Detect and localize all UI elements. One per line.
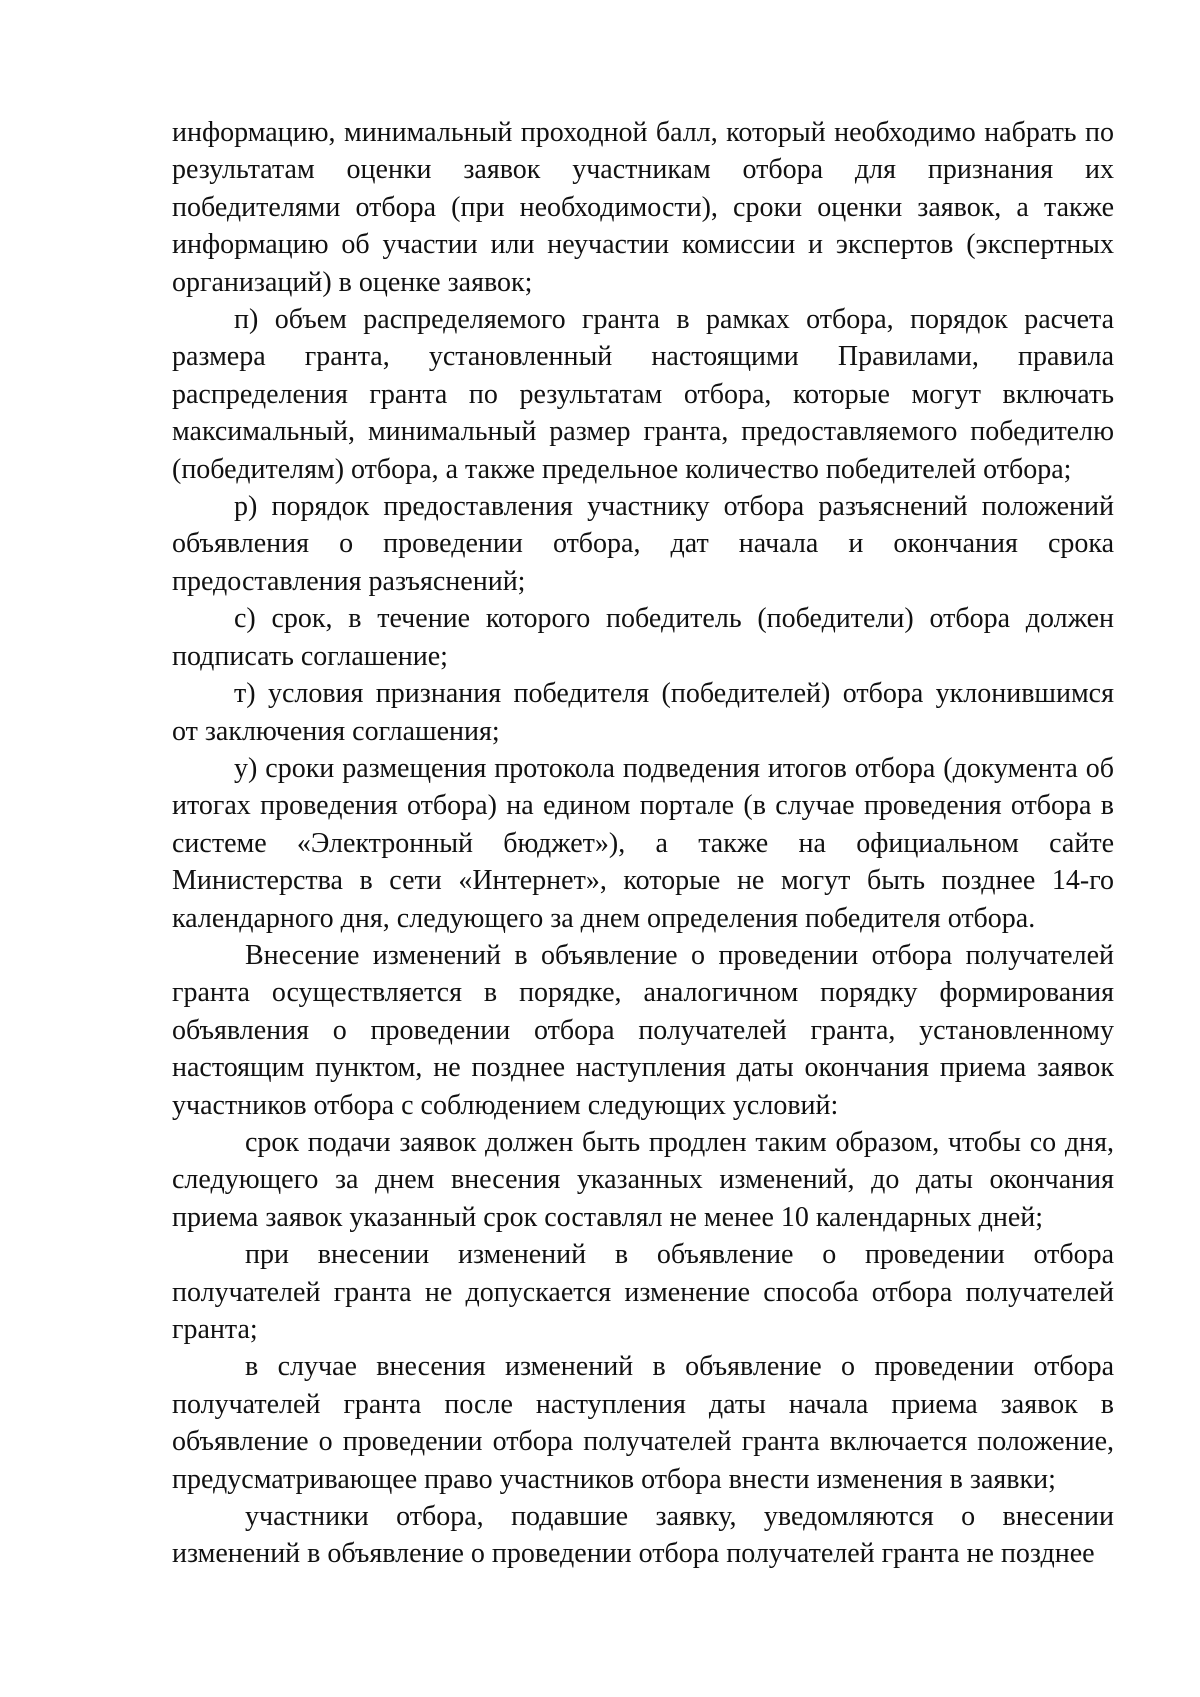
paragraph-participant-notification: участники отбора, подавшие заявку, уведомляются о внесении изменений в объявление о проведении отбора получателей гранта не позднее (172, 1501, 1114, 1570)
paragraph-item-t: т) условия признания победителя (победителей) отбора уклонившимся от заключения соглашения; (172, 678, 1114, 747)
paragraph-right-to-amend: в случае внесения изменений в объявление о проведении отбора получателей гранта после наступления даты начала приема заявок в объявление о проведении отбора получателей гранта включается положение, предусматривающее право участников отбора внести изменения в заявки; (172, 1351, 1114, 1495)
paragraph-method-unchanged: при внесении изменений в объявление о проведении отбора получателей гранта не допускается изменение способа отбора получателей гранта; (172, 1239, 1114, 1345)
paragraph-amendments: Внесение изменений в объявление о проведении отбора получателей гранта осуществляется в порядке, аналогичном порядку формирования объявления о проведении отбора получателей гранта, установленному настоящим пунктом, не позднее наступления даты окончания приема заявок участников отбора с соблюдением следующих условий: (172, 939, 1114, 1121)
paragraph-deadline-extension: срок подачи заявок должен быть продлен таким образом, чтобы со дня, следующего за днем внесения указанных изменений, до даты окончания приема заявок указанный срок составлял не менее 10 календарных дней; (172, 1126, 1114, 1233)
paragraph-evaluation-info: информацию, минимальный проходной балл, который необходимо набрать по результатам оценки заявок участникам отбора для признания их победителями отбора (при необходимости), сроки оценки заявок, а также информацию об участии или неучастии комиссии и экспертов (экспертных организаций) в оценке заявок; (172, 117, 1114, 298)
paragraph-item-u: у) сроки размещения протокола подведения итогов отбора (документа об итогах проведения отбора) на едином портале (в случае проведения отбора в системе «Электронный бюджет»), а также на официальном сайте Министерства в сети «Интернет», которые не могут быть позднее 14-го календарного дня, следующего за днем определения победителя отбора. (172, 752, 1114, 934)
paragraph-item-s: с) срок, в течение которого победитель (победители) отбора должен подписать соглашение; (172, 603, 1114, 672)
paragraph-item-r: р) порядок предоставления участнику отбора разъяснений положений объявления о проведении отбора, дат начала и окончания срока предоставления разъяснений; (172, 491, 1114, 597)
paragraph-item-p: п) объем распределяемого гранта в рамках отбора, порядок расчета размера гранта, установленный настоящими Правилами, правила распределения гранта по результатам отбора, которые могут включать максимальный, минимальный размер гранта, предоставляемого победителю (победителям) отбора, а также предельное количество победителей отбора; (172, 304, 1114, 485)
document-body (172, 114, 1114, 1573)
